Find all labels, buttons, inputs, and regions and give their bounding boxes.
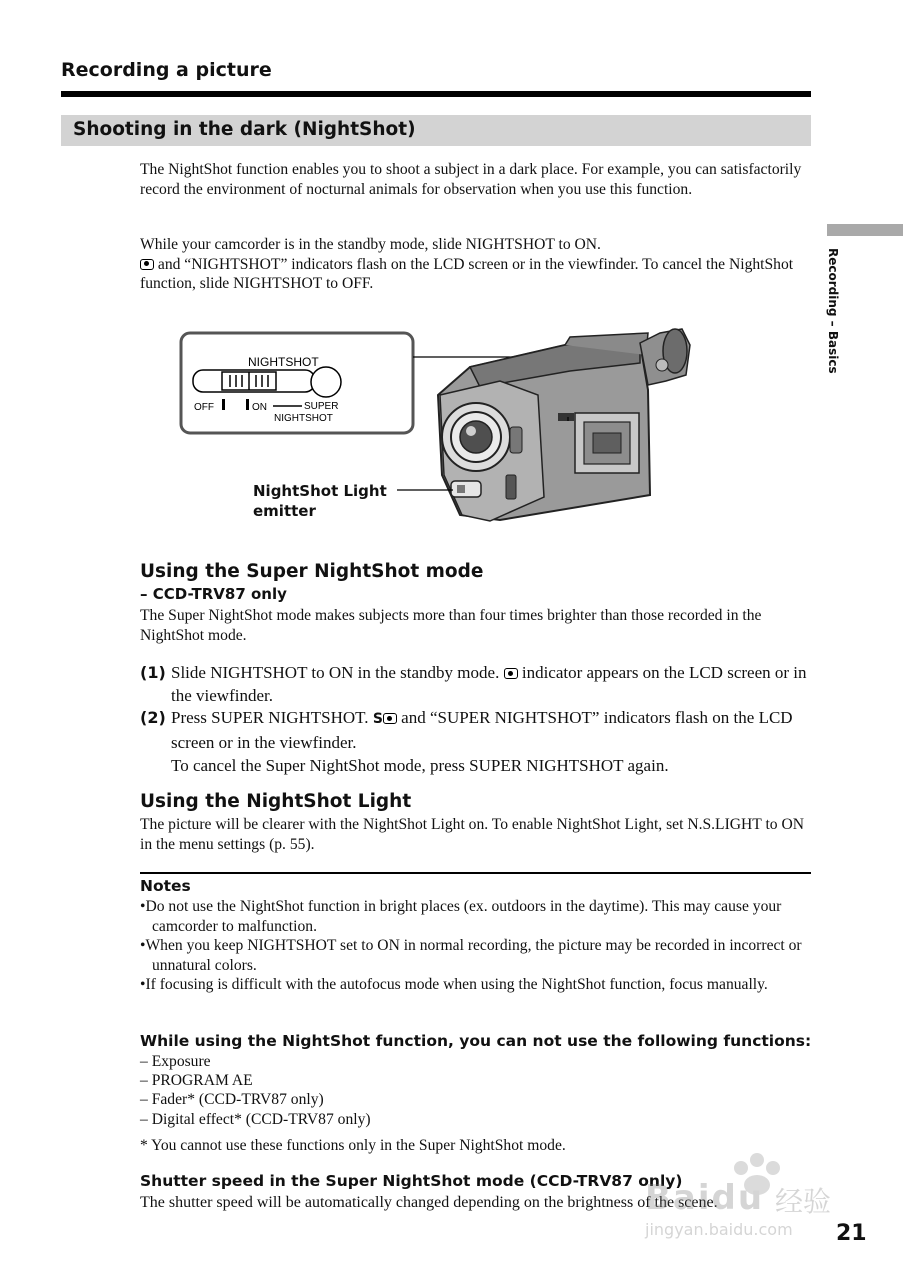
intro-paragraph-2-line1: While your camcorder is in the standby mode, slide NIGHTSHOT to ON.	[140, 236, 601, 253]
switch-off-label: OFF	[194, 402, 214, 413]
light-body: The picture will be clearer with the NightShot Light on. To enable NightShot Light, set N.S.LIGHT to ON in the menu settings (p. 55).	[140, 816, 804, 853]
switch-super-label: SUPER	[304, 401, 339, 412]
emitter-leader-line	[395, 485, 455, 495]
shutter-body: The shutter speed will be automatically changed depending on the brightness of the scene.	[140, 1194, 718, 1211]
note-item-2: •When you keep NIGHTSHOT set to ON in normal recording, the picture may be recorded in incorrect or unnatural colors.	[140, 937, 802, 974]
super-mode-heading: Using the Super NightShot mode	[140, 561, 484, 582]
camcorder-body	[438, 329, 690, 521]
step-1-number: (1)	[140, 663, 166, 682]
intro-paragraph-2-rest: and “NIGHTSHOT” indicators flash on the LCD screen or in the viewfinder. To cancel the NightShot function, slide NIGHTSHOT to OFF.	[140, 255, 794, 292]
nightshot-indicator-icon	[504, 668, 518, 679]
step-2	[140, 706, 812, 777]
header-rule	[61, 91, 811, 97]
note-item-3: •If focusing is difficult with the autofocus mode when using the NightShot function, focus manually.	[140, 976, 768, 993]
page-number: 21	[836, 1221, 867, 1246]
watermark-brand: Baidu	[645, 1178, 765, 1218]
notes-rule	[140, 872, 811, 874]
section-title: Shooting in the dark (NightShot)	[73, 119, 416, 140]
restriction-item-2: – PROGRAM AE	[140, 1072, 253, 1089]
nightshot-indicator-icon	[140, 259, 154, 270]
note-item-1: •Do not use the NightShot function in bright places (ex. outdoors in the daytime). This may cause your camcorder to malfunction.	[140, 898, 782, 935]
camcorder-illustration	[170, 315, 710, 530]
restriction-item-3: – Fader* (CCD-TRV87 only)	[140, 1091, 324, 1108]
super-mode-subheading: – CCD-TRV87 only	[140, 585, 287, 603]
notes-heading: Notes	[140, 877, 191, 895]
restrictions-footnote: * You cannot use these functions only in the Super NightShot mode.	[140, 1137, 566, 1154]
super-nightshot-indicator-icon	[383, 713, 397, 724]
step-1-text-before: Slide NIGHTSHOT to ON in the standby mode.	[171, 663, 500, 682]
restriction-item-1: – Exposure	[140, 1053, 211, 1070]
page-header-title: Recording a picture	[61, 59, 272, 81]
shutter-heading: Shutter speed in the Super NightShot mode (CCD-TRV87 only)	[140, 1172, 683, 1190]
step-1-text-after: indicator appears on the LCD screen or in the viewfinder.	[171, 663, 807, 705]
switch-nightshot-label: NIGHTSHOT	[274, 413, 333, 424]
step-1	[140, 661, 812, 707]
step-2-text-before: Press SUPER NIGHTSHOT.	[171, 708, 369, 727]
watermark-url: jingyan.baidu.com	[645, 1220, 793, 1239]
restrictions-heading: While using the NightShot function, you can not use the following functions:	[140, 1032, 812, 1050]
emitter-caption-line1: NightShot Light	[253, 482, 387, 500]
super-nightshot-indicator-prefix: S	[372, 711, 383, 727]
switch-title: NIGHTSHOT	[248, 355, 319, 369]
step-2-text-after: and “SUPER NIGHTSHOT” indicators flash on the LCD screen or in the viewfinder.	[171, 708, 793, 752]
switch-on-label: ON	[252, 402, 267, 413]
baidu-watermark	[625, 1140, 855, 1240]
step-2-number: (2)	[140, 708, 166, 727]
step-2-cancel-text: To cancel the Super NightShot mode, press SUPER NIGHTSHOT again.	[171, 756, 669, 775]
watermark-cn: 经验	[775, 1185, 832, 1218]
intro-paragraph-2	[140, 235, 812, 294]
super-nightshot-button	[311, 367, 341, 397]
emitter-caption-line2: emitter	[253, 502, 316, 520]
intro-paragraph-1: The NightShot function enables you to shoot a subject in a dark place. For example, you can satisfactorily record the environment of nocturnal animals for observation when you use this function.	[140, 161, 802, 198]
light-heading: Using the NightShot Light	[140, 791, 412, 812]
side-tab-marker	[827, 224, 903, 236]
restriction-item-4: – Digital effect* (CCD-TRV87 only)	[140, 1111, 371, 1128]
super-mode-body: The Super NightShot mode makes subjects more than four times brighter than those recorded in the NightShot mode.	[140, 607, 762, 644]
side-tab-label: Recording – Basics	[826, 248, 840, 374]
emitter-caption	[253, 481, 387, 521]
